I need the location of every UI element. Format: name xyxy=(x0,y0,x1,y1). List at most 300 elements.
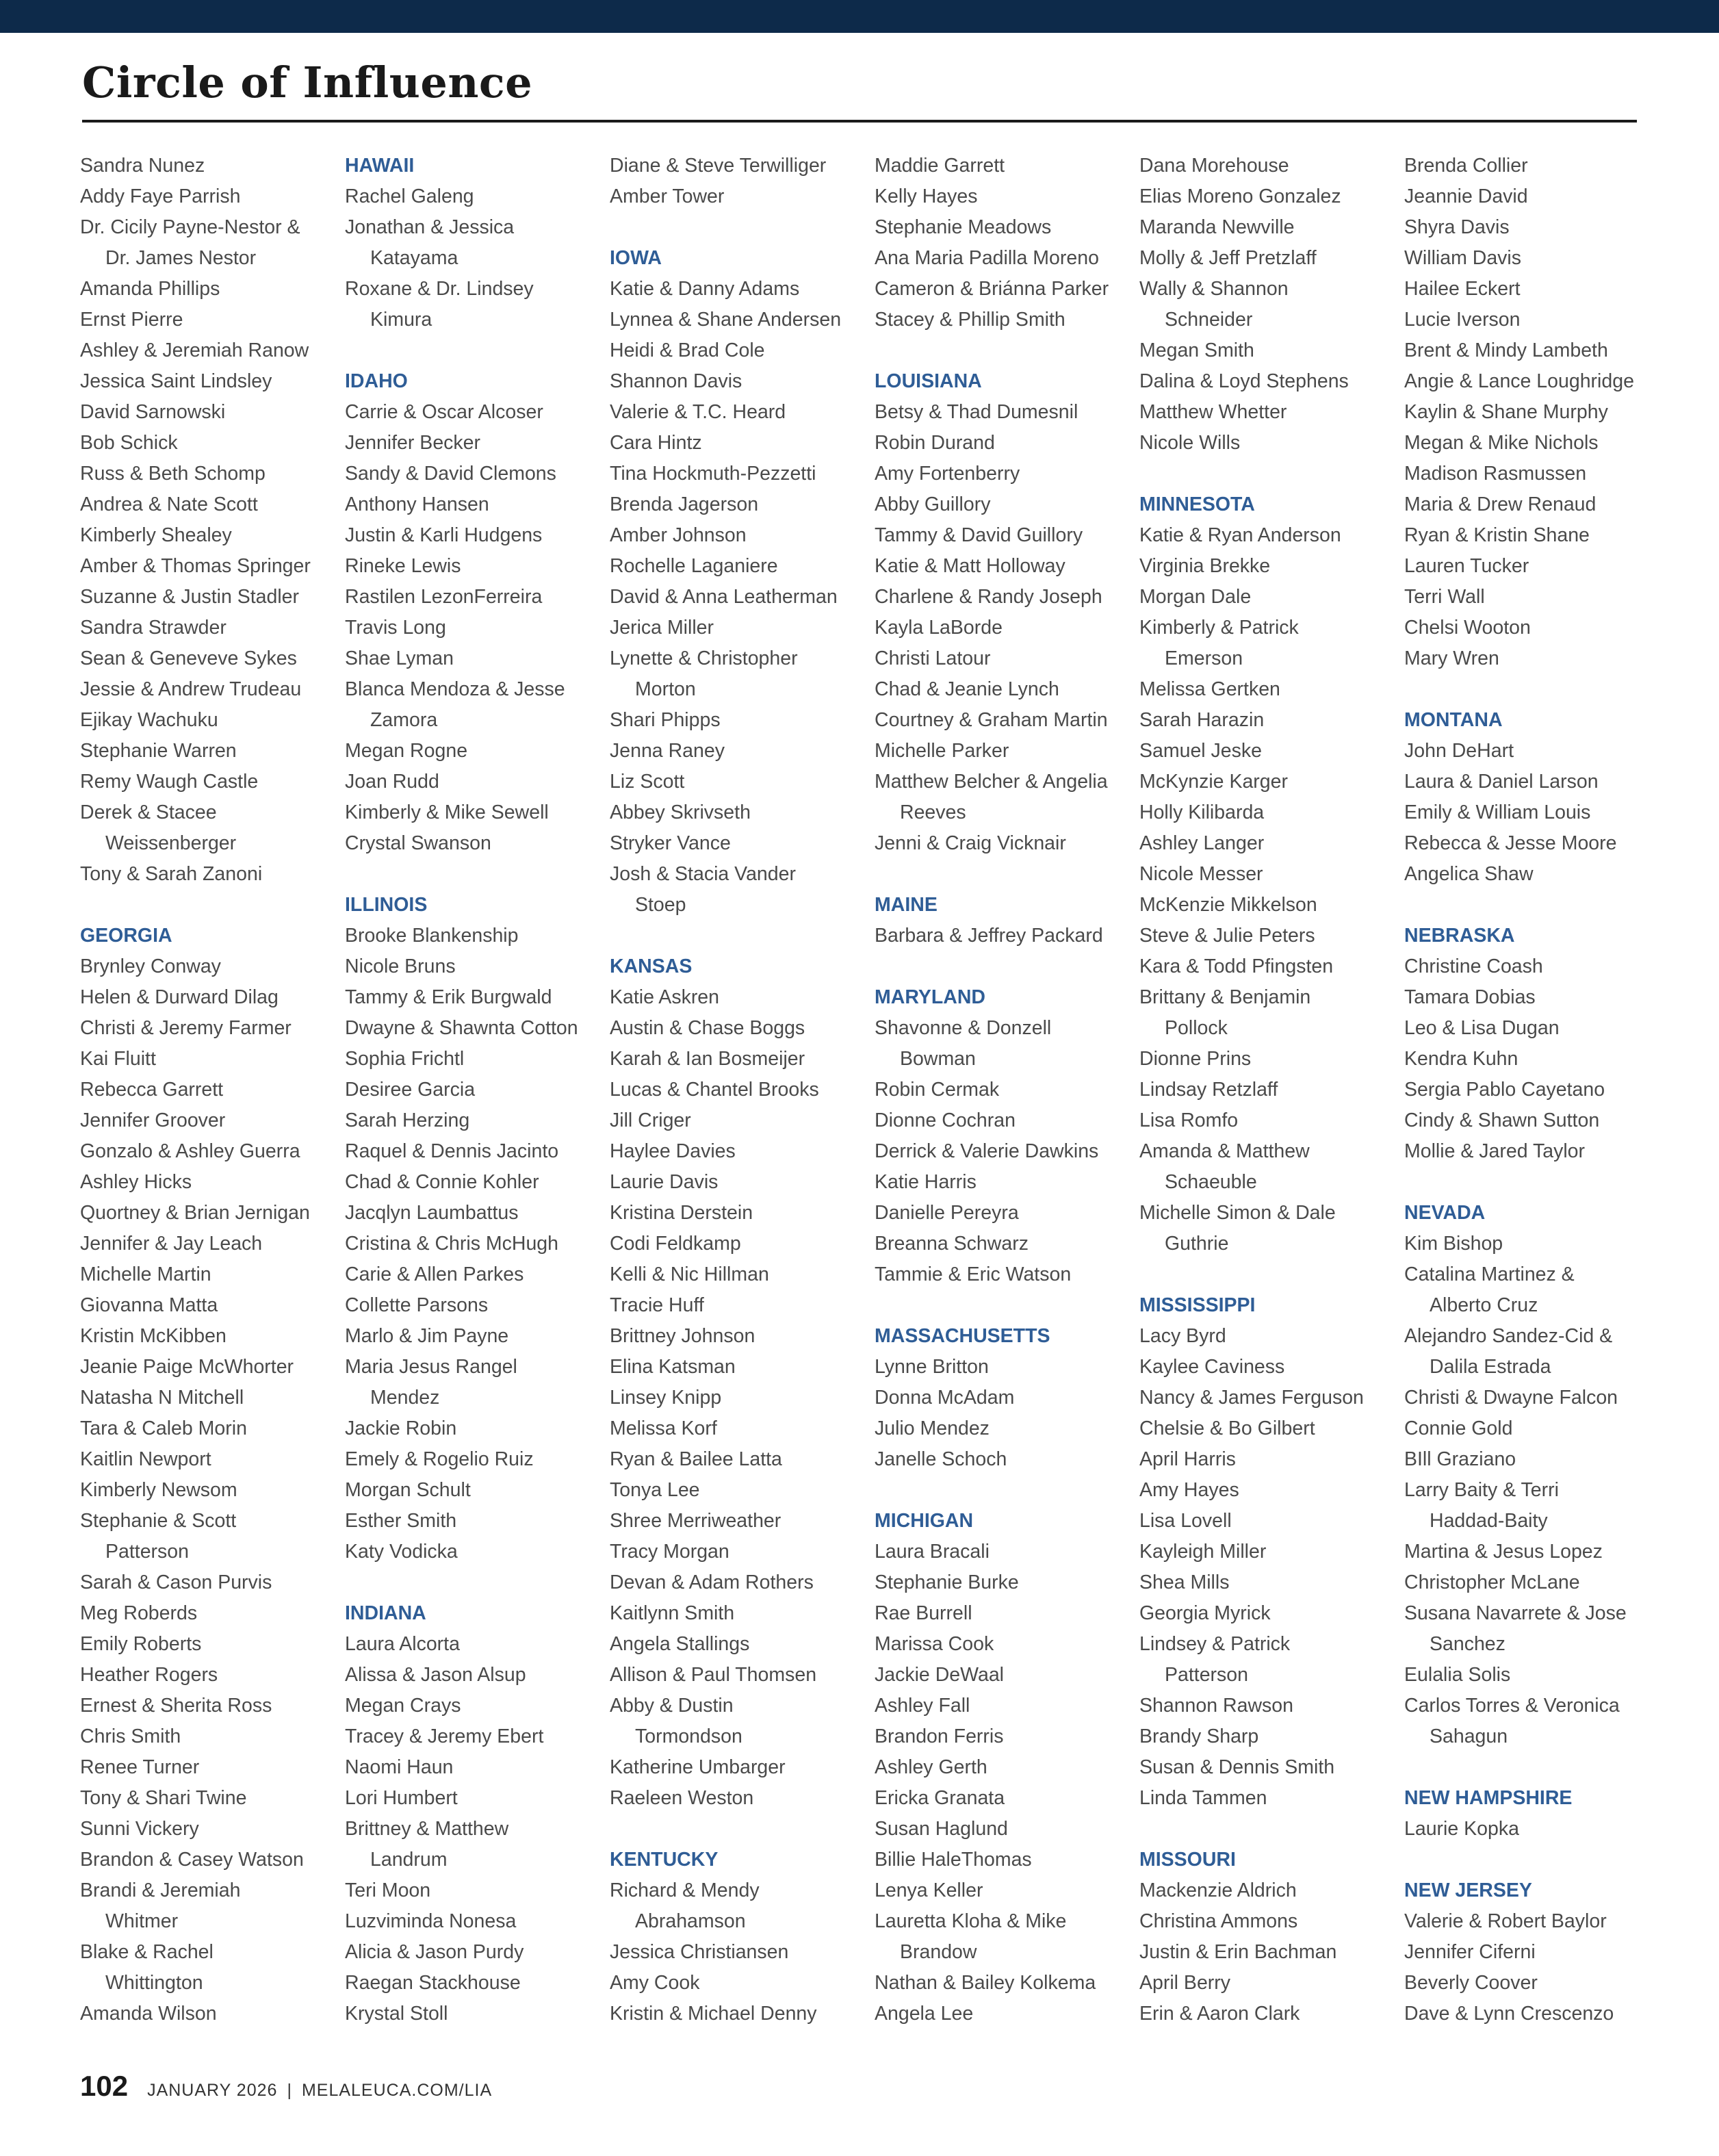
honoree-name: Kayleigh Miller xyxy=(1139,1541,1267,1563)
honoree-name: Cara Hintz xyxy=(610,432,702,454)
honoree-entry xyxy=(1139,1136,1404,1198)
honoree-entry xyxy=(345,1444,610,1475)
honoree-name: April Harris xyxy=(1139,1448,1236,1470)
honoree-name: Jennifer Becker xyxy=(345,432,481,454)
honoree-entry xyxy=(345,1629,610,1660)
honoree-name: Lucas & Chantel Brooks xyxy=(610,1079,819,1101)
honoree-entry xyxy=(80,705,345,736)
honoree-name: Meg Roberds xyxy=(80,1602,198,1624)
honoree-name-continued: Haddad-Baity xyxy=(1430,1510,1548,1532)
honoree-entry xyxy=(80,797,345,859)
honoree-entry xyxy=(610,1259,875,1290)
honoree-name: Susana Navarrete & Jose xyxy=(1404,1602,1627,1624)
honoree-entry xyxy=(610,151,875,181)
honoree-name: Travis Long xyxy=(345,617,446,639)
honoree-name: Cameron & Briánna Parker xyxy=(875,278,1109,300)
honoree-name: Susan Haglund xyxy=(875,1818,1008,1840)
honoree-name: Kaylee Caviness xyxy=(1139,1356,1285,1378)
honoree-entry xyxy=(875,243,1139,274)
section-spacer xyxy=(875,1290,1139,1321)
honoree-entry xyxy=(80,1383,345,1413)
honoree-entry xyxy=(345,828,610,859)
honoree-entry xyxy=(345,1752,610,1783)
honoree-entry xyxy=(875,551,1139,582)
honoree-name: Amber Johnson xyxy=(610,524,747,546)
honoree-name: Amy Cook xyxy=(610,1972,700,1994)
honoree-entry xyxy=(80,1075,345,1105)
honoree-name: Shannon Davis xyxy=(610,370,742,392)
honoree-entry xyxy=(875,151,1139,181)
honoree-entry xyxy=(610,582,875,613)
honoree-name: Jackie DeWaal xyxy=(875,1664,1005,1686)
honoree-entry xyxy=(875,828,1139,859)
honoree-entry xyxy=(345,1290,610,1321)
honoree-name: Haylee Davies xyxy=(610,1140,736,1162)
state-heading: KANSAS xyxy=(610,955,693,977)
state-heading: MISSOURI xyxy=(1139,1849,1236,1871)
honoree-entry xyxy=(1404,859,1669,890)
state-heading: NEW JERSEY xyxy=(1404,1879,1532,1901)
honoree-entry xyxy=(610,1105,875,1136)
title-rule xyxy=(82,120,1637,123)
section-spacer xyxy=(80,890,345,921)
honoree-name: Dr. Cicily Payne-Nestor & xyxy=(80,216,300,238)
honoree-name: Laura Bracali xyxy=(875,1541,990,1563)
honoree-name: Sandra Strawder xyxy=(80,617,227,639)
name-column xyxy=(1139,151,1404,2029)
honoree-name: Remy Waugh Castle xyxy=(80,771,259,793)
honoree-name: Jeanie Paige McWhorter xyxy=(80,1356,294,1378)
honoree-entry xyxy=(1404,1321,1669,1383)
honoree-entry xyxy=(610,1383,875,1413)
honoree-entry xyxy=(610,366,875,397)
honoree-name: Brynley Conway xyxy=(80,955,221,977)
honoree-entry xyxy=(1139,1968,1404,1999)
honoree-name: Maranda Newville xyxy=(1139,216,1295,238)
honoree-name: Ryan & Bailee Latta xyxy=(610,1448,782,1470)
honoree-name: Dionne Cochran xyxy=(875,1109,1016,1131)
honoree-name-continued: Whittington xyxy=(105,1972,203,1994)
honoree-entry xyxy=(875,212,1139,243)
section-spacer xyxy=(1139,459,1404,489)
honoree-entry xyxy=(1404,366,1669,397)
honoree-name: Jenni & Craig Vicknair xyxy=(875,832,1066,854)
honoree-entry xyxy=(875,1660,1139,1691)
honoree-name: Tracie Huff xyxy=(610,1294,704,1316)
honoree-entry xyxy=(1139,582,1404,613)
honoree-name: Katie Harris xyxy=(875,1171,977,1193)
honoree-entry xyxy=(875,181,1139,212)
honoree-name: Courtney & Graham Martin xyxy=(875,709,1108,731)
honoree-entry xyxy=(80,1598,345,1629)
honoree-entry xyxy=(80,1105,345,1136)
state-heading: MARYLAND xyxy=(875,986,986,1008)
honoree-entry xyxy=(1404,951,1669,982)
honoree-name: Krystal Stoll xyxy=(345,2003,448,2025)
honoree-name: Sandra Nunez xyxy=(80,155,205,177)
honoree-entry xyxy=(610,1013,875,1044)
honoree-name: Lauren Tucker xyxy=(1404,555,1529,577)
honoree-name: Lucie Iverson xyxy=(1404,309,1521,331)
honoree-name: Raquel & Dennis Jacinto xyxy=(345,1140,559,1162)
name-column xyxy=(1404,151,1669,2029)
honoree-entry xyxy=(1139,1413,1404,1444)
honoree-entry xyxy=(610,1752,875,1783)
honoree-name: Lacy Byrd xyxy=(1139,1325,1226,1347)
honoree-name: Terri Wall xyxy=(1404,586,1485,608)
honoree-name: Hailee Eckert xyxy=(1404,278,1521,300)
honoree-entry xyxy=(345,1875,610,1906)
state-heading: NEBRASKA xyxy=(1404,925,1515,947)
honoree-entry xyxy=(610,551,875,582)
honoree-entry xyxy=(1139,1937,1404,1968)
honoree-entry xyxy=(875,489,1139,520)
honoree-entry xyxy=(345,1198,610,1229)
honoree-name: Morgan Schult xyxy=(345,1479,471,1501)
honoree-name: Melissa Gertken xyxy=(1139,678,1280,700)
honoree-entry xyxy=(1139,243,1404,274)
honoree-name: Luzviminda Nonesa xyxy=(345,1910,517,1932)
honoree-entry xyxy=(875,613,1139,643)
honoree-name: Angela Stallings xyxy=(610,1633,750,1655)
honoree-entry xyxy=(1404,274,1669,305)
honoree-entry xyxy=(345,1968,610,1999)
honoree-name: Heather Rogers xyxy=(80,1664,218,1686)
honoree-entry xyxy=(1404,1937,1669,1968)
honoree-entry xyxy=(1139,1567,1404,1598)
honoree-entry xyxy=(1139,1537,1404,1567)
honoree-name: Devan & Adam Rothers xyxy=(610,1571,814,1593)
honoree-entry xyxy=(345,1721,610,1752)
honoree-name: Josh & Stacia Vander xyxy=(610,863,796,885)
honoree-entry xyxy=(610,335,875,366)
honoree-entry xyxy=(875,1752,1139,1783)
honoree-entry xyxy=(80,335,345,366)
honoree-entry xyxy=(875,767,1139,828)
honoree-name: Kara & Todd Pfingsten xyxy=(1139,955,1334,977)
honoree-entry xyxy=(610,859,875,921)
state-heading: MAINE xyxy=(875,894,938,916)
honoree-name: Lynnea & Shane Andersen xyxy=(610,309,842,331)
honoree-entry xyxy=(80,1999,345,2029)
honoree-name: Katie & Danny Adams xyxy=(610,278,800,300)
honoree-name: Ryan & Kristin Shane xyxy=(1404,524,1590,546)
honoree-name: Rebecca Garrett xyxy=(80,1079,224,1101)
honoree-entry xyxy=(80,1413,345,1444)
section-spacer xyxy=(1139,1259,1404,1290)
honoree-entry xyxy=(80,582,345,613)
honoree-name: Esther Smith xyxy=(345,1510,457,1532)
honoree-name: Jennifer & Jay Leach xyxy=(80,1233,263,1255)
honoree-name: Dana Morehouse xyxy=(1139,155,1289,177)
honoree-entry xyxy=(1404,767,1669,797)
honoree-entry xyxy=(610,1444,875,1475)
honoree-entry xyxy=(875,1352,1139,1383)
honoree-name: Ashley Hicks xyxy=(80,1171,192,1193)
honoree-entry xyxy=(345,1136,610,1167)
honoree-name: Gonzalo & Ashley Guerra xyxy=(80,1140,300,1162)
honoree-name: Tracey & Jeremy Ebert xyxy=(345,1725,544,1747)
honoree-entry xyxy=(610,181,875,212)
honoree-name: Quortney & Brian Jernigan xyxy=(80,1202,310,1224)
honoree-name: Virginia Brekke xyxy=(1139,555,1271,577)
name-column xyxy=(80,151,345,2029)
honoree-name: Kristina Derstein xyxy=(610,1202,753,1224)
honoree-entry xyxy=(875,520,1139,551)
honoree-name: Chelsie & Bo Gilbert xyxy=(1139,1417,1315,1439)
honoree-entry xyxy=(610,767,875,797)
honoree-entry xyxy=(1139,1999,1404,2029)
honoree-entry xyxy=(875,1105,1139,1136)
honoree-name-continued: Brandow xyxy=(900,1941,977,1963)
honoree-name: Mollie & Jared Taylor xyxy=(1404,1140,1586,1162)
honoree-entry xyxy=(80,1937,345,1999)
honoree-entry xyxy=(875,1259,1139,1290)
honoree-name-continued: Schaeuble xyxy=(1165,1171,1257,1193)
honoree-name: Jessie & Andrew Trudeau xyxy=(80,678,302,700)
honoree-entry xyxy=(1139,951,1404,982)
honoree-entry xyxy=(1404,305,1669,335)
honoree-name-continued: Zamora xyxy=(370,709,438,731)
honoree-name: Valerie & Robert Baylor xyxy=(1404,1910,1607,1932)
honoree-name: Angie & Lance Loughridge xyxy=(1404,370,1634,392)
honoree-name: Billie HaleThomas xyxy=(875,1849,1032,1871)
honoree-name: Stephanie & Scott xyxy=(80,1510,237,1532)
honoree-entry xyxy=(80,1506,345,1567)
honoree-name: Sandy & David Clemons xyxy=(345,463,556,485)
honoree-name: Christi Latour xyxy=(875,647,991,669)
honoree-entry xyxy=(80,1567,345,1598)
honoree-name: Rastilen LezonFerreira xyxy=(345,586,543,608)
honoree-entry xyxy=(610,1937,875,1968)
honoree-name: Ernst Pierre xyxy=(80,309,183,331)
honoree-name: Kristin McKibben xyxy=(80,1325,227,1347)
honoree-name: Morgan Dale xyxy=(1139,586,1252,608)
honoree-entry xyxy=(875,1598,1139,1629)
honoree-name: Ashley Langer xyxy=(1139,832,1265,854)
honoree-name: Brittney Johnson xyxy=(610,1325,755,1347)
honoree-entry xyxy=(875,1629,1139,1660)
honoree-name: Jill Criger xyxy=(610,1109,691,1131)
honoree-name: Richard & Mendy xyxy=(610,1879,760,1901)
honoree-entry xyxy=(875,459,1139,489)
honoree-name-continued: Pollock xyxy=(1165,1017,1228,1039)
honoree-name: Stephanie Meadows xyxy=(875,216,1052,238)
honoree-name-continued: Bowman xyxy=(900,1048,976,1070)
honoree-entry xyxy=(1404,1413,1669,1444)
honoree-name: Kelly Hayes xyxy=(875,185,978,207)
honoree-entry xyxy=(610,1660,875,1691)
honoree-entry xyxy=(610,1352,875,1383)
honoree-entry xyxy=(80,1352,345,1383)
honoree-entry xyxy=(345,1075,610,1105)
honoree-entry xyxy=(875,1567,1139,1598)
honoree-entry xyxy=(1139,520,1404,551)
honoree-entry xyxy=(80,982,345,1013)
honoree-name: Helen & Durward Dilag xyxy=(80,986,279,1008)
honoree-entry xyxy=(1404,1968,1669,1999)
honoree-entry xyxy=(1139,335,1404,366)
honoree-name: Brandon & Casey Watson xyxy=(80,1849,304,1871)
honoree-name: Katie Askren xyxy=(610,986,720,1008)
honoree-name-continued: Mendez xyxy=(370,1387,440,1409)
honoree-entry xyxy=(875,1413,1139,1444)
honoree-entry xyxy=(80,551,345,582)
honoree-name: Carie & Allen Parkes xyxy=(345,1263,524,1285)
honoree-entry xyxy=(1404,1475,1669,1537)
state-heading: MICHIGAN xyxy=(875,1510,974,1532)
honoree-entry xyxy=(345,1660,610,1691)
honoree-name-continued: Sahagun xyxy=(1430,1725,1508,1747)
honoree-name: Angelica Shaw xyxy=(1404,863,1534,885)
honoree-name: Megan Rogne xyxy=(345,740,468,762)
honoree-name: Alejandro Sandez-Cid & xyxy=(1404,1325,1613,1347)
honoree-name-continued: Dr. James Nestor xyxy=(105,247,257,269)
honoree-entry xyxy=(610,1229,875,1259)
honoree-name: Tony & Shari Twine xyxy=(80,1787,247,1809)
honoree-entry xyxy=(345,1937,610,1968)
honoree-entry xyxy=(1139,551,1404,582)
honoree-name: Andrea & Nate Scott xyxy=(80,493,258,515)
honoree-entry xyxy=(345,1475,610,1506)
honoree-entry xyxy=(1139,1752,1404,1783)
honoree-entry xyxy=(80,674,345,705)
honoree-name: Katherine Umbarger xyxy=(610,1756,786,1778)
honoree-entry xyxy=(80,1198,345,1229)
honoree-name: Eulalia Solis xyxy=(1404,1664,1511,1686)
honoree-entry xyxy=(1404,551,1669,582)
honoree-name: Mackenzie Aldrich xyxy=(1139,1879,1297,1901)
honoree-entry xyxy=(80,212,345,274)
honoree-name: Laura & Daniel Larson xyxy=(1404,771,1599,793)
honoree-name: Rebecca & Jesse Moore xyxy=(1404,832,1617,854)
honoree-name: Robin Durand xyxy=(875,432,995,454)
section-spacer xyxy=(1404,674,1669,705)
honoree-name: Codi Feldkamp xyxy=(610,1233,741,1255)
honoree-entry xyxy=(80,951,345,982)
honoree-entry xyxy=(1404,459,1669,489)
honoree-entry xyxy=(1404,181,1669,212)
honoree-entry xyxy=(1139,1783,1404,1814)
honoree-name: Christina Ammons xyxy=(1139,1910,1298,1932)
honoree-name: Tammy & Erik Burgwald xyxy=(345,986,552,1008)
honoree-name: Elias Moreno Gonzalez xyxy=(1139,185,1341,207)
honoree-name: Nicole Messer xyxy=(1139,863,1263,885)
honoree-name: Sunni Vickery xyxy=(80,1818,199,1840)
honoree-name: Justin & Erin Bachman xyxy=(1139,1941,1337,1963)
honoree-entry xyxy=(80,1259,345,1290)
honoree-name-continued: Emerson xyxy=(1165,647,1243,669)
honoree-entry xyxy=(610,1167,875,1198)
honoree-name: McKynzie Karger xyxy=(1139,771,1288,793)
honoree-name: Erin & Aaron Clark xyxy=(1139,2003,1300,2025)
state-heading: LOUISIANA xyxy=(875,370,982,392)
honoree-name: Amanda & Matthew xyxy=(1139,1140,1310,1162)
honoree-name: Betsy & Thad Dumesnil xyxy=(875,401,1078,423)
honoree-entry xyxy=(80,1290,345,1321)
honoree-name: Crystal Swanson xyxy=(345,832,491,854)
name-column xyxy=(610,151,875,2029)
honoree-entry xyxy=(610,705,875,736)
honoree-entry xyxy=(345,1413,610,1444)
honoree-entry xyxy=(345,459,610,489)
honoree-entry xyxy=(610,1506,875,1537)
honoree-entry xyxy=(80,859,345,890)
honoree-name: Donna McAdam xyxy=(875,1387,1015,1409)
honoree-name: Desiree Garcia xyxy=(345,1079,476,1101)
honoree-name: Shyra Davis xyxy=(1404,216,1510,238)
honoree-entry xyxy=(875,1968,1139,1999)
honoree-name: Michelle Simon & Dale xyxy=(1139,1202,1336,1224)
honoree-name: Lindsay Retzlaff xyxy=(1139,1079,1278,1101)
honoree-entry xyxy=(610,736,875,767)
honoree-name: Tony & Sarah Zanoni xyxy=(80,863,263,885)
honoree-name: Molly & Jeff Pretzlaff xyxy=(1139,247,1317,269)
honoree-name-continued: Patterson xyxy=(105,1541,189,1563)
honoree-entry xyxy=(610,797,875,828)
section-spacer xyxy=(1404,1167,1669,1198)
honoree-name: Liz Scott xyxy=(610,771,685,793)
honoree-name: Amber & Thomas Springer xyxy=(80,555,311,577)
honoree-name: Nathan & Bailey Kolkema xyxy=(875,1972,1096,1994)
honoree-name: Collette Parsons xyxy=(345,1294,489,1316)
honoree-name: Connie Gold xyxy=(1404,1417,1513,1439)
honoree-entry xyxy=(80,1814,345,1845)
honoree-name: Michelle Parker xyxy=(875,740,1009,762)
honoree-entry xyxy=(1139,828,1404,859)
honoree-entry xyxy=(1139,767,1404,797)
honoree-entry xyxy=(345,1259,610,1290)
honoree-name-continued: Abrahamson xyxy=(635,1910,746,1932)
honoree-entry xyxy=(875,305,1139,335)
state-heading: NEVADA xyxy=(1404,1202,1486,1224)
state-heading: MONTANA xyxy=(1404,709,1503,731)
honoree-name: Jennifer Ciferni xyxy=(1404,1941,1536,1963)
honoree-entry xyxy=(345,1321,610,1352)
honoree-name: Melissa Korf xyxy=(610,1417,717,1439)
honoree-name: Lauretta Kloha & Mike xyxy=(875,1910,1067,1932)
honoree-name: Emily Roberts xyxy=(80,1633,202,1655)
honoree-entry xyxy=(1139,212,1404,243)
honoree-name: John DeHart xyxy=(1404,740,1514,762)
honoree-name: Mary Wren xyxy=(1404,647,1499,669)
honoree-name: Stephanie Burke xyxy=(875,1571,1019,1593)
honoree-entry xyxy=(1404,582,1669,613)
honoree-entry xyxy=(610,1413,875,1444)
honoree-entry xyxy=(80,305,345,335)
honoree-name: Christi & Jeremy Farmer xyxy=(80,1017,292,1039)
state-heading: MASSACHUSETTS xyxy=(875,1325,1050,1347)
honoree-name: Brittany & Benjamin xyxy=(1139,986,1311,1008)
honoree-entry xyxy=(1139,890,1404,921)
honoree-entry xyxy=(1139,1352,1404,1383)
honoree-name: Laurie Kopka xyxy=(1404,1818,1519,1840)
honoree-entry xyxy=(610,1198,875,1229)
honoree-entry xyxy=(875,1845,1139,1875)
honoree-entry xyxy=(1139,1506,1404,1537)
honoree-name: Shavonne & Donzell xyxy=(875,1017,1052,1039)
page-footer xyxy=(80,2070,492,2103)
honoree-name: Marissa Cook xyxy=(875,1633,994,1655)
honoree-name: Megan Crays xyxy=(345,1695,461,1717)
honoree-name: Karah & Ian Bosmeijer xyxy=(610,1048,805,1070)
honoree-name: Tammie & Eric Watson xyxy=(875,1263,1072,1285)
honoree-entry xyxy=(345,1691,610,1721)
honoree-entry xyxy=(610,305,875,335)
state-heading: ILLINOIS xyxy=(345,894,428,916)
honoree-entry xyxy=(610,1567,875,1598)
honoree-entry xyxy=(80,736,345,767)
